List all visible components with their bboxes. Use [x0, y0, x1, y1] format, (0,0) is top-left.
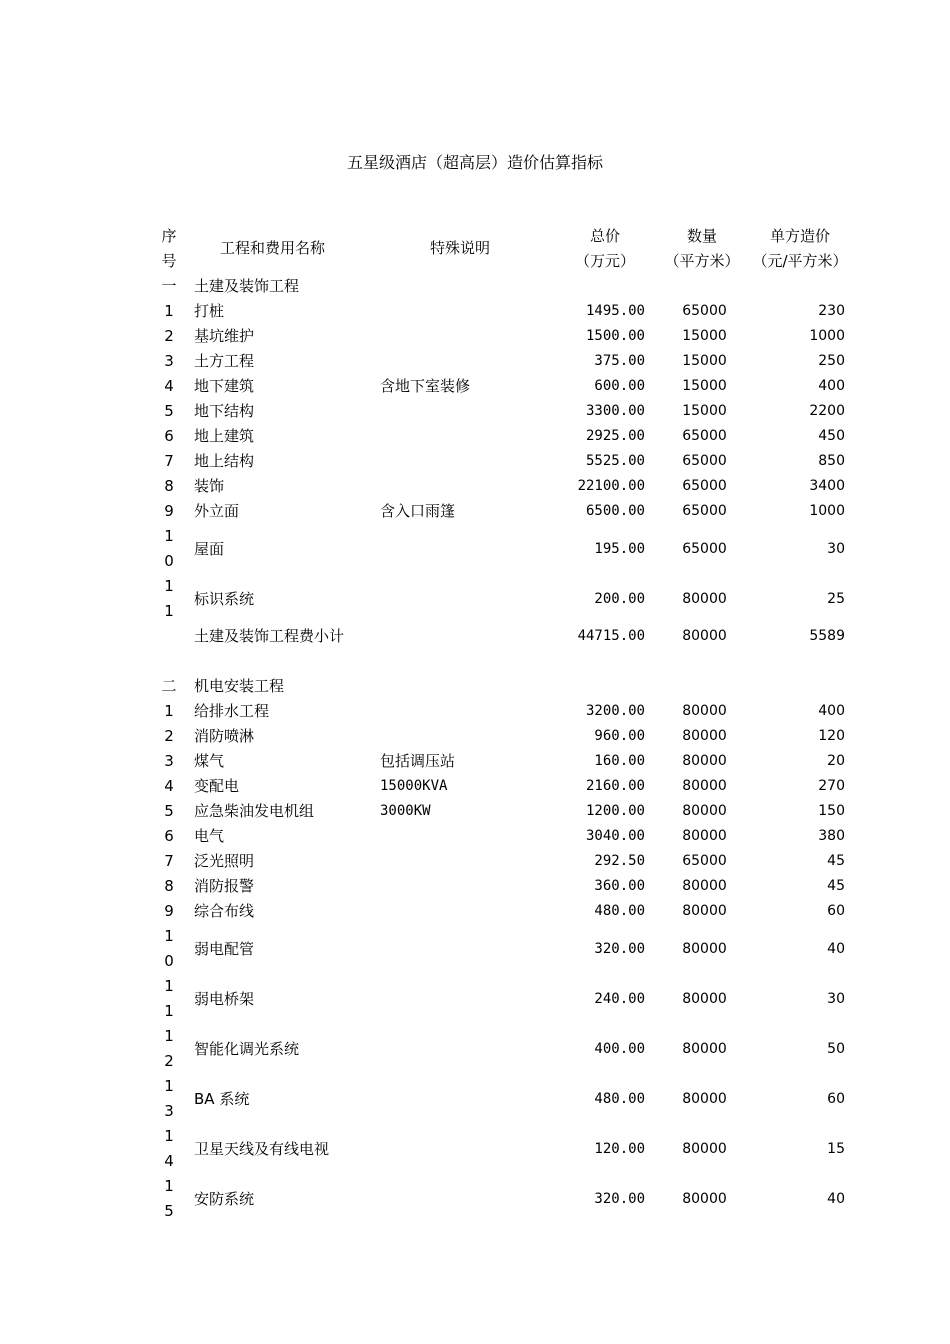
row-seq: 9: [164, 502, 174, 520]
row-seq-digit1: 1: [164, 1127, 174, 1145]
row-unit: 40: [827, 941, 845, 957]
row-name: 安防系统: [194, 1190, 255, 1208]
table-row: [0, 774, 950, 799]
row-seq: 4: [164, 377, 174, 395]
row-seq: 1: [164, 302, 174, 320]
table-row: [0, 349, 950, 374]
row-qty: 80000: [682, 591, 727, 607]
table-row: [0, 1074, 950, 1124]
subtotal-row: [0, 624, 950, 649]
row-unit: 270: [818, 778, 845, 794]
row-name: 标识系统: [194, 590, 255, 608]
row-seq-digit2: 0: [164, 552, 174, 570]
header-name: 工程和费用名称: [220, 239, 326, 257]
table-row: [0, 1174, 950, 1224]
row-total: 1500.00: [585, 328, 645, 344]
row-name: 地上结构: [194, 452, 255, 470]
row-name: 智能化调光系统: [194, 1040, 300, 1058]
table-row: [0, 1124, 950, 1174]
row-name: 综合布线: [194, 902, 255, 920]
subtotal-total: 44715.00: [577, 628, 645, 644]
row-qty: 65000: [682, 503, 727, 519]
row-seq: [150, 1024, 188, 1074]
row-unit: 850: [818, 453, 845, 469]
row-seq: 5: [164, 402, 174, 420]
spacer-row: [0, 649, 950, 674]
header-seq-line2: 号: [161, 252, 177, 270]
row-seq: 8: [164, 877, 174, 895]
row-qty: 80000: [682, 728, 727, 744]
row-qty: 80000: [682, 878, 727, 894]
row-total: 120.00: [594, 1141, 645, 1157]
row-note: 15000KVA: [380, 778, 448, 794]
row-seq: 7: [164, 852, 174, 870]
row-qty: 80000: [682, 1141, 727, 1157]
row-name: 煤气: [194, 752, 225, 770]
row-note: 含地下室装修: [380, 377, 471, 395]
table-row: [0, 899, 950, 924]
row-seq: 7: [164, 452, 174, 470]
page-title: 五星级酒店（超高层）造价估算指标: [346, 153, 603, 172]
row-note: 含入口雨篷: [380, 502, 456, 520]
row-total: 3200.00: [585, 703, 645, 719]
row-name: 应急柴油发电机组: [194, 802, 315, 820]
row-unit: 50: [827, 1041, 845, 1057]
row-note: 3000KW: [380, 803, 431, 819]
subtotal-qty: 80000: [682, 628, 727, 644]
row-qty: 15000: [682, 328, 727, 344]
row-total: 195.00: [594, 541, 645, 557]
table-row: [0, 324, 950, 349]
subtotal-name: 土建及装饰工程费小计: [194, 627, 345, 645]
row-qty: 65000: [682, 303, 727, 319]
row-name: 弱电桥架: [194, 990, 255, 1008]
row-unit: 400: [818, 703, 845, 719]
row-total: 320.00: [594, 1191, 645, 1207]
row-qty: 80000: [682, 1091, 727, 1107]
row-name: 地下结构: [194, 402, 255, 420]
table-row: [0, 449, 950, 474]
row-unit: 30: [827, 541, 845, 557]
row-seq-digit2: 5: [164, 1202, 174, 1220]
row-total: 2925.00: [585, 428, 645, 444]
row-qty: 65000: [682, 853, 727, 869]
row-seq: 3: [164, 352, 174, 370]
header-qty-line2: （平方米）: [664, 252, 740, 270]
table-row: [0, 574, 950, 624]
row-total: 160.00: [594, 753, 645, 769]
row-total: 360.00: [594, 878, 645, 894]
row-name: 外立面: [194, 502, 240, 520]
table-row: [0, 849, 950, 874]
row-seq-digit1: 1: [164, 1027, 174, 1045]
row-seq-digit1: 1: [164, 577, 174, 595]
row-unit: 450: [818, 428, 845, 444]
row-seq: [150, 974, 188, 1024]
row-name: 电气: [194, 827, 225, 845]
row-seq-digit1: 1: [164, 1177, 174, 1195]
row-total: 3040.00: [585, 828, 645, 844]
row-name: 弱电配管: [194, 940, 255, 958]
table-row: [0, 374, 950, 399]
cost-table: [0, 274, 950, 1224]
row-unit: 25: [827, 591, 845, 607]
row-seq-digit1: 1: [164, 1077, 174, 1095]
row-seq: 1: [164, 702, 174, 720]
row-unit: 2200: [809, 403, 845, 419]
row-seq: [150, 924, 188, 974]
section-seq: 一: [161, 277, 177, 295]
row-total: 320.00: [594, 941, 645, 957]
row-qty: 80000: [682, 778, 727, 794]
row-seq: [150, 1174, 188, 1224]
row-name: BA 系统: [194, 1090, 250, 1108]
row-seq: [150, 574, 188, 624]
row-qty: 80000: [682, 803, 727, 819]
row-unit: 30: [827, 991, 845, 1007]
row-qty: 15000: [682, 353, 727, 369]
row-qty: 65000: [682, 478, 727, 494]
row-unit: 230: [818, 303, 845, 319]
row-total: 200.00: [594, 591, 645, 607]
row-total: 22100.00: [577, 478, 645, 494]
row-seq: 2: [164, 727, 174, 745]
header-unit-line1: 单方造价: [769, 227, 830, 245]
row-unit: 250: [818, 353, 845, 369]
table-row: [0, 474, 950, 499]
table-row: [0, 424, 950, 449]
row-qty: 80000: [682, 941, 727, 957]
row-seq-digit1: 1: [164, 977, 174, 995]
row-name: 打桩: [194, 302, 225, 320]
header-qty-line1: 数量: [686, 227, 717, 245]
row-name: 屋面: [194, 540, 225, 558]
row-qty: 80000: [682, 1191, 727, 1207]
row-unit: 3400: [809, 478, 845, 494]
row-unit: 45: [827, 878, 845, 894]
row-total: 375.00: [594, 353, 645, 369]
row-name: 卫星天线及有线电视: [194, 1140, 330, 1158]
row-seq-digit1: 1: [164, 527, 174, 545]
section-name: 土建及装饰工程: [194, 277, 300, 295]
row-total: 400.00: [594, 1041, 645, 1057]
row-qty: 65000: [682, 428, 727, 444]
table-row: [0, 799, 950, 824]
row-seq: 9: [164, 902, 174, 920]
row-qty: 80000: [682, 703, 727, 719]
row-total: 1495.00: [585, 303, 645, 319]
header-note: 特殊说明: [430, 239, 491, 257]
row-unit: 15: [827, 1141, 845, 1157]
row-qty: 65000: [682, 541, 727, 557]
row-total: 480.00: [594, 1091, 645, 1107]
row-total: 2160.00: [585, 778, 645, 794]
row-total: 960.00: [594, 728, 645, 744]
table-row: [0, 299, 950, 324]
section-name: 机电安装工程: [194, 677, 285, 695]
row-seq-digit2: 0: [164, 952, 174, 970]
table-header: [0, 224, 950, 276]
row-seq: 8: [164, 477, 174, 495]
row-qty: 80000: [682, 903, 727, 919]
row-unit: 150: [818, 803, 845, 819]
row-name: 装饰: [194, 477, 225, 495]
table-row: [0, 874, 950, 899]
row-seq-digit2: 4: [164, 1152, 174, 1170]
subtotal-unit: 5589: [809, 628, 845, 644]
row-seq-digit1: 1: [164, 927, 174, 945]
row-name: 变配电: [194, 777, 240, 795]
section-seq: 二: [161, 677, 177, 695]
row-qty: 15000: [682, 378, 727, 394]
row-name: 地上建筑: [194, 427, 255, 445]
row-unit: 400: [818, 378, 845, 394]
table-row: [0, 499, 950, 524]
row-qty: 80000: [682, 1041, 727, 1057]
row-qty: 65000: [682, 453, 727, 469]
row-unit: 60: [827, 903, 845, 919]
row-seq-digit2: 1: [164, 1002, 174, 1020]
row-qty: 80000: [682, 753, 727, 769]
row-qty: 80000: [682, 828, 727, 844]
row-name: 消防报警: [194, 877, 255, 895]
row-name: 基坑维护: [194, 327, 255, 345]
header-seq-line1: 序: [161, 227, 177, 245]
table-row: [0, 924, 950, 974]
table-row: [0, 699, 950, 724]
row-total: 3300.00: [585, 403, 645, 419]
row-name: 给排水工程: [194, 702, 270, 720]
row-name: 泛光照明: [194, 852, 255, 870]
row-seq-digit2: 2: [164, 1052, 174, 1070]
row-seq: 6: [164, 427, 174, 445]
table-row: [0, 724, 950, 749]
row-name: 消防喷淋: [194, 727, 255, 745]
table-row: [0, 974, 950, 1024]
header-unit-line2: （元/平方米）: [752, 252, 848, 270]
table-row: [0, 399, 950, 424]
row-seq: 3: [164, 752, 174, 770]
row-unit: 20: [827, 753, 845, 769]
section-row: [0, 274, 950, 299]
row-unit: 380: [818, 828, 845, 844]
row-seq: 6: [164, 827, 174, 845]
row-unit: 40: [827, 1191, 845, 1207]
row-seq-digit2: 1: [164, 602, 174, 620]
table-row: [0, 524, 950, 574]
row-seq: [150, 524, 188, 574]
row-total: 292.50: [594, 853, 645, 869]
row-note: 包括调压站: [380, 752, 456, 770]
table-row: [0, 824, 950, 849]
row-unit: 45: [827, 853, 845, 869]
header-total-line1: 总价: [589, 227, 620, 245]
row-unit: 1000: [809, 503, 845, 519]
row-total: 240.00: [594, 991, 645, 1007]
row-qty: 15000: [682, 403, 727, 419]
row-name: 地下建筑: [194, 377, 255, 395]
table-row: [0, 749, 950, 774]
row-qty: 80000: [682, 991, 727, 1007]
row-total: 1200.00: [585, 803, 645, 819]
row-seq: 2: [164, 327, 174, 345]
row-unit: 120: [818, 728, 845, 744]
row-seq-digit2: 3: [164, 1102, 174, 1120]
row-unit: 1000: [809, 328, 845, 344]
row-unit: 60: [827, 1091, 845, 1107]
header-total-line2: （万元）: [574, 252, 635, 270]
row-seq: 5: [164, 802, 174, 820]
row-total: 600.00: [594, 378, 645, 394]
row-total: 5525.00: [585, 453, 645, 469]
row-seq: [150, 1074, 188, 1124]
row-seq: [150, 1124, 188, 1174]
row-seq: 4: [164, 777, 174, 795]
table-row: [0, 1024, 950, 1074]
section-row: [0, 674, 950, 699]
row-total: 480.00: [594, 903, 645, 919]
row-total: 6500.00: [585, 503, 645, 519]
row-name: 土方工程: [194, 352, 255, 370]
